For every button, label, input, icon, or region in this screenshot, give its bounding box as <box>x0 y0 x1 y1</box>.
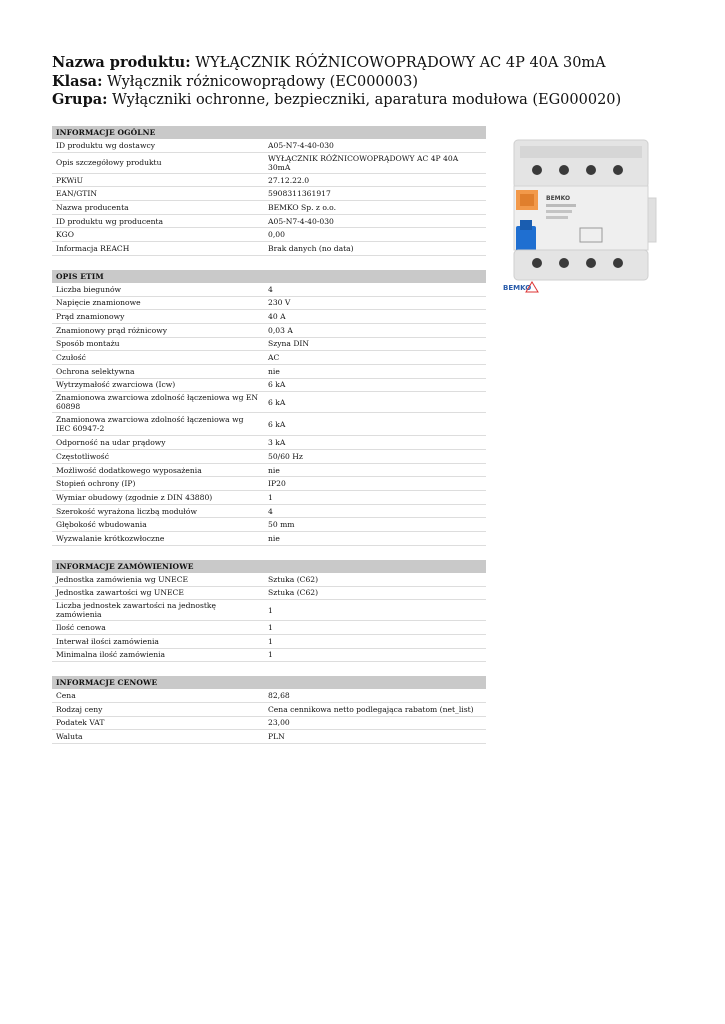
spec-key: Nazwa producenta <box>56 202 129 212</box>
spec-key: Minimalna ilość zamówienia <box>56 650 166 660</box>
spec-row <box>52 436 486 450</box>
spec-key: Czułość <box>56 353 86 363</box>
spec-row <box>52 532 486 546</box>
bemko-logo: BEMKO <box>503 284 532 292</box>
spec-value: 1 <box>268 636 273 646</box>
spec-key: Liczba jednostek zawartości na jednostkę zamówienia <box>56 601 217 620</box>
spec-row <box>52 283 486 297</box>
spec-key: Cena <box>56 691 76 701</box>
spec-value: PLN <box>268 732 285 742</box>
spec-row <box>52 310 486 324</box>
spec-section <box>52 126 486 256</box>
spec-row <box>52 365 486 379</box>
spec-row <box>52 379 486 393</box>
spec-key: Wyzwalanie krótkozwłoczne <box>56 533 165 543</box>
section-title: INFORMACJE ZAMÓWIENIOWE <box>52 560 486 573</box>
spec-key: Znamionowy prąd różnicowy <box>56 325 167 335</box>
spec-key: Jednostka zawartości wg UNECE <box>56 588 184 598</box>
spec-key: Znamionowa zwarciowa zdolność łączeniowa wg EN 60898 <box>56 393 259 412</box>
spec-section <box>52 676 486 744</box>
section-title: INFORMACJE OGÓLNE <box>52 126 486 139</box>
spec-row <box>52 464 486 478</box>
spec-value: BEMKO Sp. z o.o. <box>268 202 337 212</box>
product-group-label: Grupa: <box>52 91 108 108</box>
spec-value: 3 kA <box>268 438 286 448</box>
spec-key: Podatek VAT <box>56 718 105 728</box>
spec-row <box>52 621 486 635</box>
spec-row <box>52 587 486 601</box>
spec-value: 40 A <box>268 312 286 322</box>
spec-value: Sztuka (C62) <box>268 588 319 598</box>
product-group-value: Wyłączniki ochronne, bezpieczniki, aparatura modułowa (EG000020) <box>107 92 622 108</box>
spec-tables <box>52 126 486 758</box>
spec-row <box>52 505 486 519</box>
spec-value: 230 V <box>268 298 291 308</box>
spec-row <box>52 351 486 365</box>
spec-value: 0,00 <box>268 230 285 240</box>
spec-value: 6 kA <box>268 419 286 429</box>
section-title: INFORMACJE CENOWE <box>52 676 486 689</box>
spec-key: Liczba biegunów <box>56 284 122 294</box>
spec-row <box>52 187 486 201</box>
product-class-label: Klasa: <box>52 72 103 90</box>
spec-row <box>52 153 486 174</box>
svg-text:BEMKO: BEMKO <box>546 195 571 202</box>
spec-key: Opis szczegółowy produktu <box>56 158 162 168</box>
spec-key: Znamionowa zwarciowa zdolność łączeniowa wg IEC 60947-2 <box>56 415 244 434</box>
spec-key: Waluta <box>56 732 83 742</box>
spec-section <box>52 270 486 546</box>
spec-row <box>52 635 486 649</box>
spec-key: Sposób montażu <box>56 339 120 349</box>
spec-value: nie <box>268 533 280 543</box>
spec-value: nie <box>268 366 280 376</box>
spec-row <box>52 703 486 717</box>
spec-row <box>52 139 486 153</box>
product-header <box>52 54 621 110</box>
spec-value: 6 kA <box>268 380 286 390</box>
spec-key: Jednostka zamówienia wg UNECE <box>56 574 189 584</box>
spec-row <box>52 450 486 464</box>
spec-value: nie <box>268 465 280 475</box>
spec-key: Odporność na udar prądowy <box>56 438 166 448</box>
spec-value: 82,68 <box>268 691 290 701</box>
spec-section <box>52 560 486 662</box>
spec-key: Ilość cenowa <box>56 623 106 633</box>
spec-key: Rodzaj ceny <box>56 704 103 714</box>
spec-key: Informacja REACH <box>56 243 130 253</box>
spec-row <box>52 324 486 338</box>
product-name-line <box>52 54 621 73</box>
spec-key: Napięcie znamionowe <box>56 298 141 308</box>
spec-value: Szyna DIN <box>268 339 310 349</box>
spec-row <box>52 174 486 188</box>
spec-key: Interwał ilości zamówienia <box>56 636 159 646</box>
spec-row <box>52 297 486 311</box>
spec-key: ID produktu wg producenta <box>56 216 164 226</box>
section-title: OPIS ETIM <box>52 270 486 283</box>
spec-key: Częstotliwość <box>56 451 109 461</box>
spec-value: 50/60 Hz <box>268 451 303 461</box>
product-name-value: WYŁĄCZNIK RÓŻNICOWOPRĄDOWY AC 4P 40A 30mA <box>190 55 606 71</box>
spec-key: ID produktu wg dostawcy <box>56 140 156 150</box>
spec-row <box>52 215 486 229</box>
spec-key: Szerokość wyrażona liczbą modułów <box>56 506 197 516</box>
spec-value: 1 <box>268 623 273 633</box>
spec-value: 50 mm <box>268 520 295 530</box>
spec-value: Brak danych (no data) <box>268 243 354 253</box>
product-group-line <box>52 91 621 110</box>
spec-key: PKWiU <box>56 175 84 185</box>
product-name-label: Nazwa produktu: <box>52 54 191 71</box>
spec-value: Cena cennikowa netto podlegająca rabatom (net_list) <box>268 704 474 714</box>
spec-row <box>52 649 486 663</box>
spec-value: A05-N7-4-40-030 <box>268 140 334 150</box>
spec-row <box>52 338 486 352</box>
spec-value: Sztuka (C62) <box>268 574 319 584</box>
spec-row <box>52 242 486 256</box>
spec-value: 1 <box>268 605 273 615</box>
spec-value: AC <box>268 353 280 363</box>
product-class-value: Wyłącznik różnicowoprądowy (EC000003) <box>102 73 418 90</box>
product-class-line <box>52 73 621 92</box>
spec-value: IP20 <box>268 479 286 489</box>
spec-key: Ochrona selektywna <box>56 366 135 376</box>
spec-row <box>52 491 486 505</box>
spec-row <box>52 228 486 242</box>
spec-key: EAN/GTIN <box>56 189 98 199</box>
product-image <box>500 130 662 298</box>
spec-row <box>52 413 486 436</box>
spec-row <box>52 573 486 587</box>
spec-key: Wytrzymałość zwarciowa (Icw) <box>56 380 176 390</box>
spec-row <box>52 689 486 703</box>
spec-row <box>52 477 486 491</box>
spec-key: Stopień ochrony (IP) <box>56 479 136 489</box>
spec-value: 4 <box>268 506 273 516</box>
spec-key: Prąd znamionowy <box>56 312 125 322</box>
spec-row <box>52 518 486 532</box>
spec-value: 1 <box>268 650 273 660</box>
spec-value: 5908311361917 <box>268 189 331 199</box>
spec-row <box>52 201 486 215</box>
spec-value: 23,00 <box>268 718 290 728</box>
spec-row <box>52 600 486 621</box>
spec-row <box>52 392 486 413</box>
spec-key: Możliwość dodatkowego wyposażenia <box>56 465 202 475</box>
spec-value: A05-N7-4-40-030 <box>268 216 334 226</box>
spec-value: 0,03 A <box>268 325 293 335</box>
spec-value: WYŁĄCZNIK RÓŻNICOWOPRĄDOWY AC 4P 40A 30mA <box>268 153 459 172</box>
spec-row <box>52 717 486 731</box>
spec-row <box>52 730 486 744</box>
spec-value: 27.12.22.0 <box>268 175 310 185</box>
spec-key: Wymiar obudowy (zgodnie z DIN 43880) <box>56 492 213 502</box>
spec-value: 6 kA <box>268 397 286 407</box>
spec-value: 4 <box>268 284 273 294</box>
spec-key: KGO <box>56 230 74 240</box>
spec-value: 1 <box>268 492 273 502</box>
spec-key: Głębokość wbudowania <box>56 520 147 530</box>
